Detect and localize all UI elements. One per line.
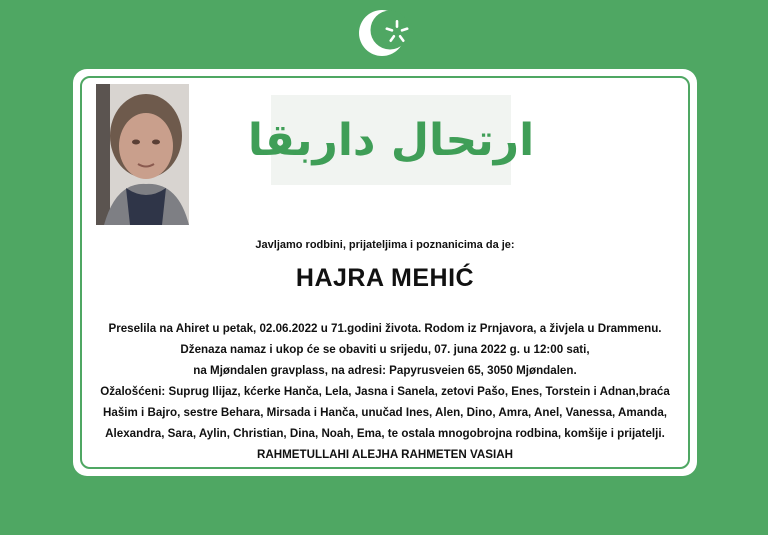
obituary-card (73, 69, 697, 476)
calligraphy-text: ارتحال داربقا (247, 115, 535, 166)
announcement-line: Hašim i Bajro, sestre Behara, Mirsada i Hanča, unučad Ines, Alen, Dino, Amra, Anel, Vanessa, Amanda, (103, 406, 667, 419)
announcement-line: Preselila na Ahiret u petak, 02.06.2022 u 71.godini života. Rodom iz Prnjavora, a živjela u Drammenu. (108, 322, 662, 335)
crescent-and-star-icon (355, 4, 413, 62)
announcement-line: Alexandra, Sara, Aylin, Christian, Dina, Noah, Ema, te ostala mnogobrojna rodbina, komšije i prijatelji. (105, 427, 665, 440)
announcement-line: Dženaza namaz i ukop će se obaviti u srijedu, 07. juna 2022 g. u 12:00 sati, (180, 343, 590, 356)
announcement-line: na Mjøndalen gravplass, na adresi: Papyrusveien 65, 3050 Mjøndalen. (193, 364, 577, 377)
announcement-body (87, 318, 683, 465)
announcement-line: Ožalošćeni: Suprug Ilijaz, kćerke Hanča, Lela, Jasna i Sanela, zetovi Pašo, Enes, Torstein i Adnan,braća (100, 385, 670, 398)
deceased-name: HAJRA MEHIĆ (295, 264, 475, 292)
arabic-calligraphy (247, 95, 535, 185)
portrait-photo (96, 84, 189, 225)
closing-prayer: RAHMETULLAHI ALEJHA RAHMETEN VASIAH (257, 448, 513, 461)
intro-text: Javljamo rodbini, prijateljima i poznanicima da je: (255, 239, 515, 251)
